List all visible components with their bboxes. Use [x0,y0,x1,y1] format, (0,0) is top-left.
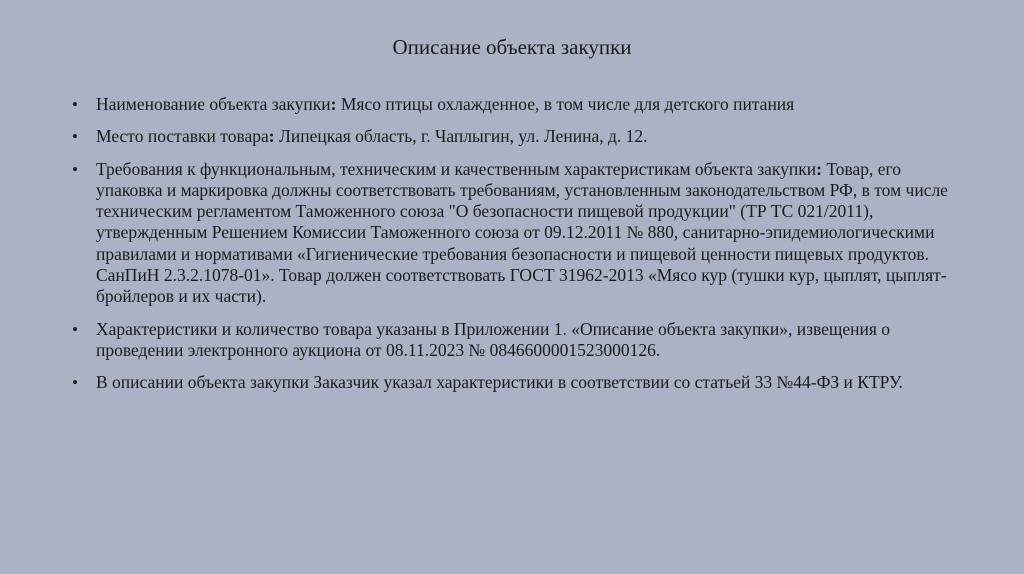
bullet-text: Липецкая область, г. Чаплыгин, ул. Ленина, д. 12. [274,126,648,147]
bullet-icon: • [72,127,78,147]
bullet-text: Товар, его упаковка и маркировка должны соответствовать требованиям, установленным законодательством РФ, в том числе техническим регламентом Таможенного союза "О безопасности пищевой продукции" (ТР ТС 021/2011), утвержденным Решением Комиссии Таможенного союза от 09.12.2011 № 880, санитарно-эпидемиологическими правилами и нормативами «Гигиенические требования безопасности и пищевой ценности пищевых продуктов. СанПиН 2.3.2.1078-01». Товар должен соответствовать ГОСТ 31962-2013 «Мясо кур (тушки кур, цыплят, цыплят-бройлеров и их части). [96,158,948,307]
bullet-list [72,94,952,405]
slide-title: Описание объекта закупки [392,35,632,59]
bullet-item-object-name [72,94,952,115]
bullet-label: Наименование объекта закупки [96,94,331,114]
bullet-separator: : [816,158,822,179]
bullet-label: Требования к функциональным, техническим и качественным характеристикам объекта закупки [96,158,817,179]
bullet-icon: • [72,319,78,339]
bullet-item-characteristics [72,319,952,362]
bullet-separator: : [330,94,337,114]
bullet-text: Характеристики и количество товара указаны в Приложении 1. «Описание объекта закупки», извещения о проведении электронного аукциона от 08.11.2023 № 0846600001523000126. [96,318,891,360]
bullet-separator: : [268,126,275,147]
bullet-item-requirements [72,159,952,308]
bullet-icon: • [72,95,78,114]
bullet-text: Мясо птицы охлажденное, в том числе для детского питания [336,94,795,114]
bullet-item-delivery-place [72,126,952,147]
bullet-item-ktru [72,372,952,393]
bullet-label: Место поставки товара [96,126,269,147]
bullet-text: В описании объекта закупки Заказчик указал характеристики в соответствии со статьей 33 №44-ФЗ и КТРУ. [96,372,903,393]
bullet-icon: • [72,373,78,393]
bullet-icon: • [72,159,78,179]
